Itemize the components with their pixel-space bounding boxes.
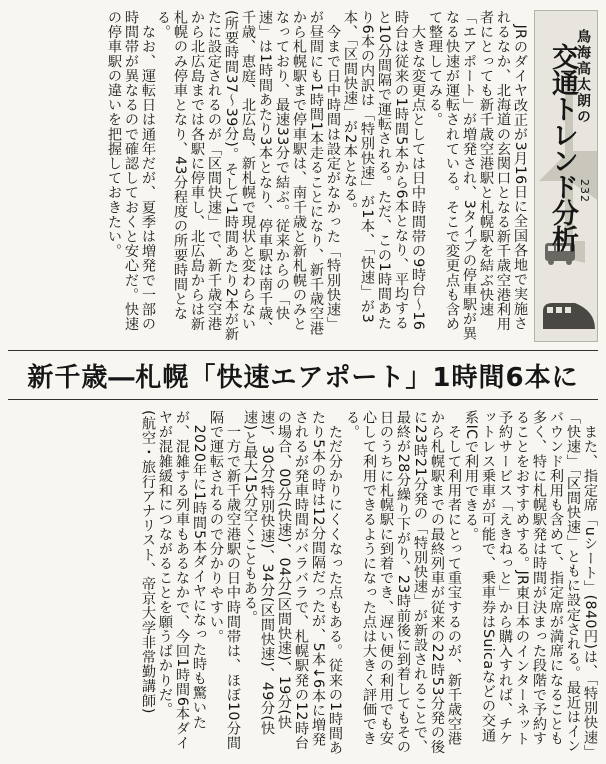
series-title-box <box>534 10 598 342</box>
series-number: 232 <box>578 179 591 203</box>
headline-band <box>8 350 598 400</box>
series-title: 交通トレンド分析 <box>547 43 578 251</box>
article-body-bottom: また、指定席「uシート」(840円)は、「特別快速」「快速」「区間快速」ともに設定される。最近はインバウンド利用も含めて、指定席が満席になることも多く、特に札幌駅発は時間が決まった段階で予約することをおすすめする。JR東日本のインターネット予約サービス「えきねっと」から購入すれば、チケットレス乗車が可能で、乗車券はSuicaなどの交通系ICで利用できる。 そして利用者にとって重宝するのが、新千歳空港から札幌駅までの最終列車が従来の22時53分発の後に23時21分発の「特別快速」が新設されることで、最終が28分繰り下がり、23時前後に到着してもその日のうちに札幌駅に到着でき、遅い便の利用でも安心して利用できるようになった点は大きく評価できる。 ただ分かりにくくなった点もある。従来の1時間あたり5本の時は12分間隔だったが、5本↓6本に増発されるが発車時間がバラバラで、札幌駅発の12時台の場合、00分(快速)、04分(区間快速)、19分(快速)、30分(特別快速)、34分(区間快速)、49分(快速)と最大15分空くこともある。 一方で新千歳空港駅の日中時間帯は、ほぼ10分間隔で運転されるので分かりやすい。 2020年に1時間5本ダイヤになった時も驚いたが、混雑する列車もあるなかで、今回1時間6本ダイヤが混雑緩和につながることを願うばかりだ。 (航空・旅行アナリスト、帝京大学非常勤講師) <box>140 410 598 756</box>
headline: 新千歳―札幌「快速エアポート」1時間6本に <box>27 362 579 393</box>
article-body-top-continued: なお、運転日は通年だが、夏季は増発で一部の時間帯が異なるので確認しておくと安心だ。快速の停車駅の違いを把握しておきたい。 <box>106 10 156 332</box>
article-body-top: JRのダイヤ改正が3月16日に全国各地で実施されるなか、北海道の玄関口となる新千歳空港利用者にとっても新千歳空港駅と札幌駅を結ぶ快速「エアポート」が増発され、3タイプの停車駅が異なる快速が運転されている。そこで変更点も含めて整理してみる。 大きな変更点としては日中時間帯の9時台〜16時台は従来の1時間5本から6本となり、平均すると10分間隔で運転される。ただ、この1時間あたり6本の内訳は「特別快速」が1本、「快速」が3本、「区間快速」が2本となる。 今まで日中時間は設定がなかった「特別快速」が昼間にも1時間1本走ることになり、新千歳空港から札幌駅まで停車駅は、南千歳と新札幌のみとなっており、最速33分で結ぶ。従来からの「快速」は1時間あたり3本となり、停車駅は南千歳、千歳、恵庭、北広島、新札幌で現状と変わらない(所要時間37〜39分)。そして1時間あたり2本が新たに設定されるのが「区間快速」で、新千歳空港から北広島までは各駅に停車し、北広島からは新札幌のみ停車となり、43分程度の所要時間となる。 <box>155 10 528 342</box>
series-author: 鳥海高太朗の <box>575 29 591 125</box>
